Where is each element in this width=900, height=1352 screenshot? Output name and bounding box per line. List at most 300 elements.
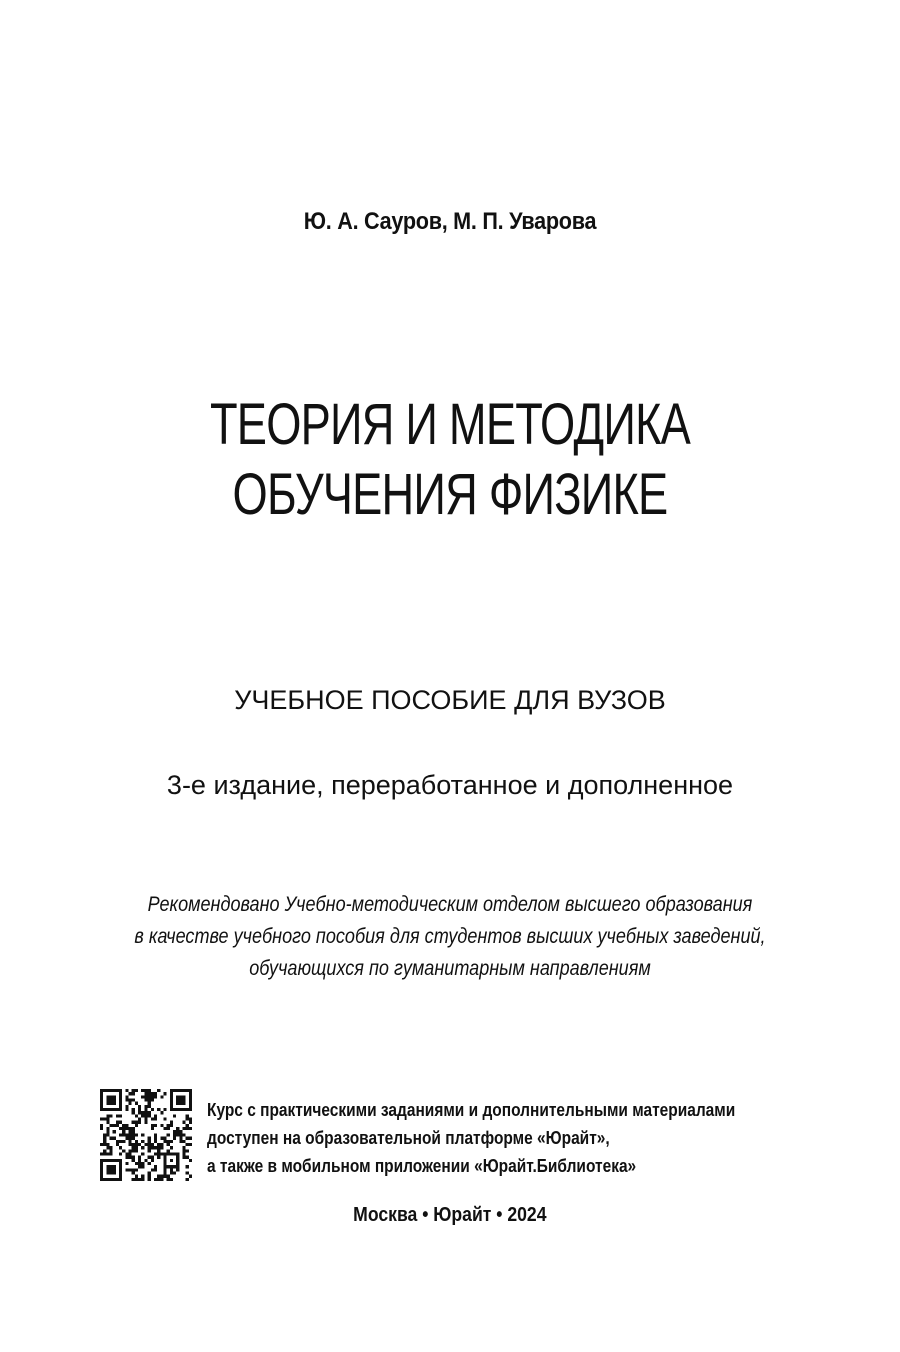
qr-module (103, 1149, 106, 1152)
qr-module (116, 1143, 119, 1146)
qr-module (160, 1175, 163, 1178)
qr-module (154, 1118, 157, 1121)
qr-module (106, 1165, 109, 1168)
qr-module (160, 1124, 163, 1127)
qr-module (138, 1162, 141, 1165)
qr-module (186, 1114, 189, 1117)
qr-module (173, 1130, 176, 1133)
qr-module (167, 1152, 170, 1155)
qr-module (103, 1140, 106, 1143)
qr-module (154, 1168, 157, 1171)
qr-module (122, 1149, 125, 1152)
qr-module (119, 1171, 122, 1174)
qr-module (125, 1137, 128, 1140)
qr-module (132, 1149, 135, 1152)
qr-module (148, 1162, 151, 1165)
qr-module (151, 1159, 154, 1162)
qr-module (151, 1095, 154, 1098)
qr-module (160, 1143, 163, 1146)
recommendation-line-3: обучающихся по гуманитарным направлениям (249, 957, 651, 980)
qr-module (189, 1102, 192, 1105)
qr-module (135, 1133, 138, 1136)
qr-module (148, 1156, 151, 1159)
qr-module (100, 1124, 103, 1127)
qr-module (125, 1105, 128, 1108)
qr-module (151, 1168, 154, 1171)
qr-module (141, 1133, 144, 1136)
book-title-line-2: ОБУЧЕНИЯ ФИЗИКЕ (232, 462, 668, 527)
qr-module (186, 1089, 189, 1092)
qr-module (182, 1146, 185, 1149)
qr-module (103, 1143, 106, 1146)
qr-module (151, 1143, 154, 1146)
qr-module (119, 1092, 122, 1095)
qr-module (135, 1178, 138, 1181)
qr-module (182, 1127, 185, 1130)
qr-module (163, 1092, 166, 1095)
qr-module (186, 1178, 189, 1181)
qr-module (103, 1159, 106, 1162)
qr-module (157, 1152, 160, 1155)
qr-module (119, 1102, 122, 1105)
qr-module (119, 1099, 122, 1102)
qr-module (129, 1149, 132, 1152)
qr-module (154, 1146, 157, 1149)
qr-module (179, 1140, 182, 1143)
course-info (207, 1096, 735, 1180)
qr-module (179, 1130, 182, 1133)
book-title-line-1: ТЕОРИЯ И МЕТОДИКА (209, 392, 691, 457)
qr-module (144, 1092, 147, 1095)
qr-module (163, 1162, 166, 1165)
qr-module (100, 1159, 103, 1162)
qr-module (154, 1140, 157, 1143)
qr-module (154, 1124, 157, 1127)
qr-module (113, 1095, 116, 1098)
qr-module (110, 1102, 113, 1105)
qr-module (119, 1133, 122, 1136)
qr-module (186, 1127, 189, 1130)
qr-module (138, 1156, 141, 1159)
qr-module (125, 1124, 128, 1127)
qr-module (163, 1137, 166, 1140)
qr-module (106, 1114, 109, 1117)
qr-module (144, 1099, 147, 1102)
qr-module (106, 1168, 109, 1171)
qr-module (157, 1149, 160, 1152)
qr-module (167, 1127, 170, 1130)
qr-module (154, 1137, 157, 1140)
qr-module (189, 1175, 192, 1178)
qr-module (170, 1099, 173, 1102)
qr-module (189, 1159, 192, 1162)
qr-module (148, 1089, 151, 1092)
qr-module (189, 1105, 192, 1108)
qr-module (151, 1156, 154, 1159)
qr-module (100, 1178, 103, 1181)
qr-module (100, 1092, 103, 1095)
qr-module (110, 1095, 113, 1098)
qr-module (163, 1118, 166, 1121)
authors: Ю. А. Сауров, М. П. Уварова (303, 208, 597, 235)
recommendation-note (0, 889, 900, 985)
qr-module (135, 1143, 138, 1146)
qr-module (103, 1108, 106, 1111)
qr-module (189, 1095, 192, 1098)
qr-module (170, 1152, 173, 1155)
qr-module (125, 1108, 128, 1111)
qr-module (163, 1108, 166, 1111)
qr-module (132, 1092, 135, 1095)
qr-module (170, 1105, 173, 1108)
qr-module (151, 1146, 154, 1149)
qr-module (179, 1095, 182, 1098)
qr-module (160, 1178, 163, 1181)
qr-module (113, 1130, 116, 1133)
qr-module (125, 1089, 128, 1092)
qr-module (167, 1165, 170, 1168)
qr-module (113, 1124, 116, 1127)
qr-module (176, 1089, 179, 1092)
qr-module (132, 1137, 135, 1140)
qr-module (182, 1095, 185, 1098)
qr-module (110, 1114, 113, 1117)
qr-module (132, 1143, 135, 1146)
qr-module (110, 1168, 113, 1171)
qr-module (138, 1178, 141, 1181)
qr-module (119, 1108, 122, 1111)
qr-module (144, 1108, 147, 1111)
qr-module (173, 1108, 176, 1111)
qr-module (100, 1152, 103, 1155)
qr-module (148, 1092, 151, 1095)
qr-module (132, 1171, 135, 1174)
qr-module (189, 1108, 192, 1111)
qr-module (113, 1165, 116, 1168)
qr-module (182, 1108, 185, 1111)
qr-module (176, 1095, 179, 1098)
qr-module (182, 1140, 185, 1143)
qr-module (160, 1095, 163, 1098)
qr-module (113, 1168, 116, 1171)
qr-module (163, 1156, 166, 1159)
qr-module (116, 1108, 119, 1111)
qr-module (122, 1140, 125, 1143)
qr-module (189, 1143, 192, 1146)
qr-module (106, 1095, 109, 1098)
qr-module (132, 1130, 135, 1133)
imprint-text: Москва • Юрайт • 2024 (353, 1204, 547, 1226)
qr-module (119, 1175, 122, 1178)
qr-module (148, 1114, 151, 1117)
qr-module (113, 1178, 116, 1181)
qr-module (132, 1178, 135, 1181)
qr-module (148, 1137, 151, 1140)
qr-module (106, 1127, 109, 1130)
qr-module (132, 1108, 135, 1111)
qr-module (106, 1146, 109, 1149)
qr-module (100, 1118, 103, 1121)
qr-module (163, 1152, 166, 1155)
qr-module (170, 1124, 173, 1127)
qr-module (163, 1159, 166, 1162)
qr-module (119, 1152, 122, 1155)
qr-module (110, 1146, 113, 1149)
qr-module (119, 1159, 122, 1162)
course-info-line-3: а также в мобильном приложении «Юрайт.Библиотека» (207, 1156, 637, 1176)
qr-module (182, 1089, 185, 1092)
qr-module (119, 1114, 122, 1117)
qr-module (100, 1095, 103, 1098)
qr-module (163, 1168, 166, 1171)
qr-module (122, 1127, 125, 1130)
qr-module (119, 1095, 122, 1098)
qr-module (129, 1092, 132, 1095)
qr-module (167, 1124, 170, 1127)
qr-module (167, 1178, 170, 1181)
qr-module (100, 1165, 103, 1168)
qr-module (100, 1099, 103, 1102)
qr-module (119, 1178, 122, 1181)
qr-module (110, 1137, 113, 1140)
qr-module (182, 1133, 185, 1136)
qr-module (125, 1168, 128, 1171)
qr-module (113, 1099, 116, 1102)
qr-module (157, 1089, 160, 1092)
qr-module (100, 1102, 103, 1105)
qr-module (113, 1171, 116, 1174)
qr-module (138, 1111, 141, 1114)
qr-module (170, 1165, 173, 1168)
qr-module (170, 1171, 173, 1174)
qr-module (141, 1089, 144, 1092)
qr-module (154, 1178, 157, 1181)
qr-module (148, 1178, 151, 1181)
qr-module (103, 1178, 106, 1181)
qr-module (148, 1140, 151, 1143)
qr-module (135, 1121, 138, 1124)
qr-module (100, 1089, 103, 1092)
qr-module (173, 1152, 176, 1155)
qr-module (110, 1108, 113, 1111)
qr-module (110, 1099, 113, 1102)
qr-module (106, 1178, 109, 1181)
qr-module (189, 1121, 192, 1124)
qr-module (173, 1133, 176, 1136)
qr-module (141, 1165, 144, 1168)
qr-module (141, 1111, 144, 1114)
qr-module (106, 1108, 109, 1111)
qr-module (106, 1152, 109, 1155)
qr-module (189, 1127, 192, 1130)
qr-module (176, 1127, 179, 1130)
qr-module (110, 1124, 113, 1127)
qr-module (173, 1165, 176, 1168)
qr-module (116, 1159, 119, 1162)
recommendation-line-2: в качестве учебного пособия для студентов высших учебных заведений, (134, 925, 766, 948)
recommendation-line-1: Рекомендовано Учебно-методическим отделом высшего образования (147, 893, 753, 916)
qr-module (119, 1127, 122, 1130)
qr-module (148, 1095, 151, 1098)
qr-module (148, 1105, 151, 1108)
qr-module (106, 1102, 109, 1105)
qr-module (151, 1127, 154, 1130)
qr-module (116, 1121, 119, 1124)
qr-module (135, 1175, 138, 1178)
qr-module (176, 1168, 179, 1171)
qr-module (103, 1152, 106, 1155)
qr-module (151, 1099, 154, 1102)
qr-module (106, 1143, 109, 1146)
qr-module (144, 1121, 147, 1124)
qr-module (125, 1127, 128, 1130)
qr-module (154, 1092, 157, 1095)
qr-module (189, 1099, 192, 1102)
qr-module (125, 1099, 128, 1102)
qr-module (138, 1118, 141, 1121)
qr-module (122, 1133, 125, 1136)
course-info-line-2: доступен на образовательной платформе «Юрайт», (207, 1128, 610, 1148)
qr-module (173, 1114, 176, 1117)
qr-module (148, 1171, 151, 1174)
qr-module (176, 1162, 179, 1165)
qr-module (141, 1114, 144, 1117)
qr-module (154, 1095, 157, 1098)
qr-module (182, 1156, 185, 1159)
qr-module (179, 1102, 182, 1105)
qr-module (163, 1140, 166, 1143)
qr-module (173, 1171, 176, 1174)
qr-module (144, 1105, 147, 1108)
qr-module (157, 1178, 160, 1181)
qr-module (176, 1130, 179, 1133)
qr-module (135, 1162, 138, 1165)
qr-module (122, 1124, 125, 1127)
qr-module (138, 1165, 141, 1168)
qr-module (144, 1114, 147, 1117)
qr-module (125, 1133, 128, 1136)
qr-module (100, 1171, 103, 1174)
qr-module (141, 1095, 144, 1098)
qr-module (176, 1152, 179, 1155)
course-info-line-1: Курс с практическими заданиями и дополнительными материалами (207, 1100, 736, 1120)
qr-module (167, 1133, 170, 1136)
qr-module (116, 1089, 119, 1092)
qr-module (170, 1159, 173, 1162)
qr-module (163, 1171, 166, 1174)
qr-module (148, 1111, 151, 1114)
qr-module (176, 1156, 179, 1159)
qr-module (148, 1143, 151, 1146)
qr-module (179, 1137, 182, 1140)
qr-module (176, 1099, 179, 1102)
qr-module (157, 1175, 160, 1178)
qr-module (129, 1156, 132, 1159)
qr-module (167, 1143, 170, 1146)
qr-module (113, 1108, 116, 1111)
qr-module (129, 1137, 132, 1140)
qr-module (151, 1092, 154, 1095)
qr-module (132, 1089, 135, 1092)
qr-module (186, 1118, 189, 1121)
qr-module (132, 1099, 135, 1102)
qr-module (186, 1137, 189, 1140)
qr-module (151, 1118, 154, 1121)
qr-module (170, 1108, 173, 1111)
qr-module (110, 1159, 113, 1162)
qr-module (163, 1175, 166, 1178)
qr-module (167, 1140, 170, 1143)
qr-module (132, 1156, 135, 1159)
qr-module (141, 1146, 144, 1149)
qr-module (132, 1133, 135, 1136)
qr-module (154, 1152, 157, 1155)
qr-module (138, 1108, 141, 1111)
qr-module (119, 1146, 122, 1149)
qr-module (141, 1178, 144, 1181)
qr-module (189, 1092, 192, 1095)
qr-module (186, 1149, 189, 1152)
qr-module (106, 1130, 109, 1133)
qr-module (103, 1137, 106, 1140)
qr-module (129, 1127, 132, 1130)
qr-module (106, 1118, 109, 1121)
qr-module (129, 1133, 132, 1136)
qr-module (170, 1146, 173, 1149)
qr-module (135, 1089, 138, 1092)
qr-module (170, 1089, 173, 1092)
qr-module (129, 1140, 132, 1143)
qr-module (182, 1102, 185, 1105)
qr-module (144, 1111, 147, 1114)
qr-module (116, 1124, 119, 1127)
qr-module (144, 1095, 147, 1098)
qr-code-graphic (100, 1089, 192, 1181)
qr-module (154, 1165, 157, 1168)
qr-module (125, 1162, 128, 1165)
qr-module (186, 1171, 189, 1174)
qr-module (189, 1118, 192, 1121)
qr-module (154, 1133, 157, 1136)
qr-module (129, 1130, 132, 1133)
qr-module (103, 1118, 106, 1121)
qr-module (160, 1152, 163, 1155)
qr-module (148, 1175, 151, 1178)
qr-module (182, 1149, 185, 1152)
qr-module (186, 1165, 189, 1168)
imprint (0, 1204, 900, 1227)
qr-module (116, 1140, 119, 1143)
qr-module (138, 1121, 141, 1124)
qr-module (135, 1124, 138, 1127)
qr-module (173, 1137, 176, 1140)
qr-module (129, 1099, 132, 1102)
qr-module (144, 1118, 147, 1121)
qr-module (163, 1127, 166, 1130)
qr-module (167, 1175, 170, 1178)
qr-module (157, 1108, 160, 1111)
qr-module (135, 1102, 138, 1105)
qr-module (186, 1143, 189, 1146)
qr-module (100, 1108, 103, 1111)
qr-module (100, 1127, 103, 1130)
book-title (0, 390, 900, 530)
qr-module (135, 1149, 138, 1152)
qr-module (116, 1178, 119, 1181)
qr-module (189, 1137, 192, 1140)
qr-module (170, 1168, 173, 1171)
qr-module (106, 1159, 109, 1162)
